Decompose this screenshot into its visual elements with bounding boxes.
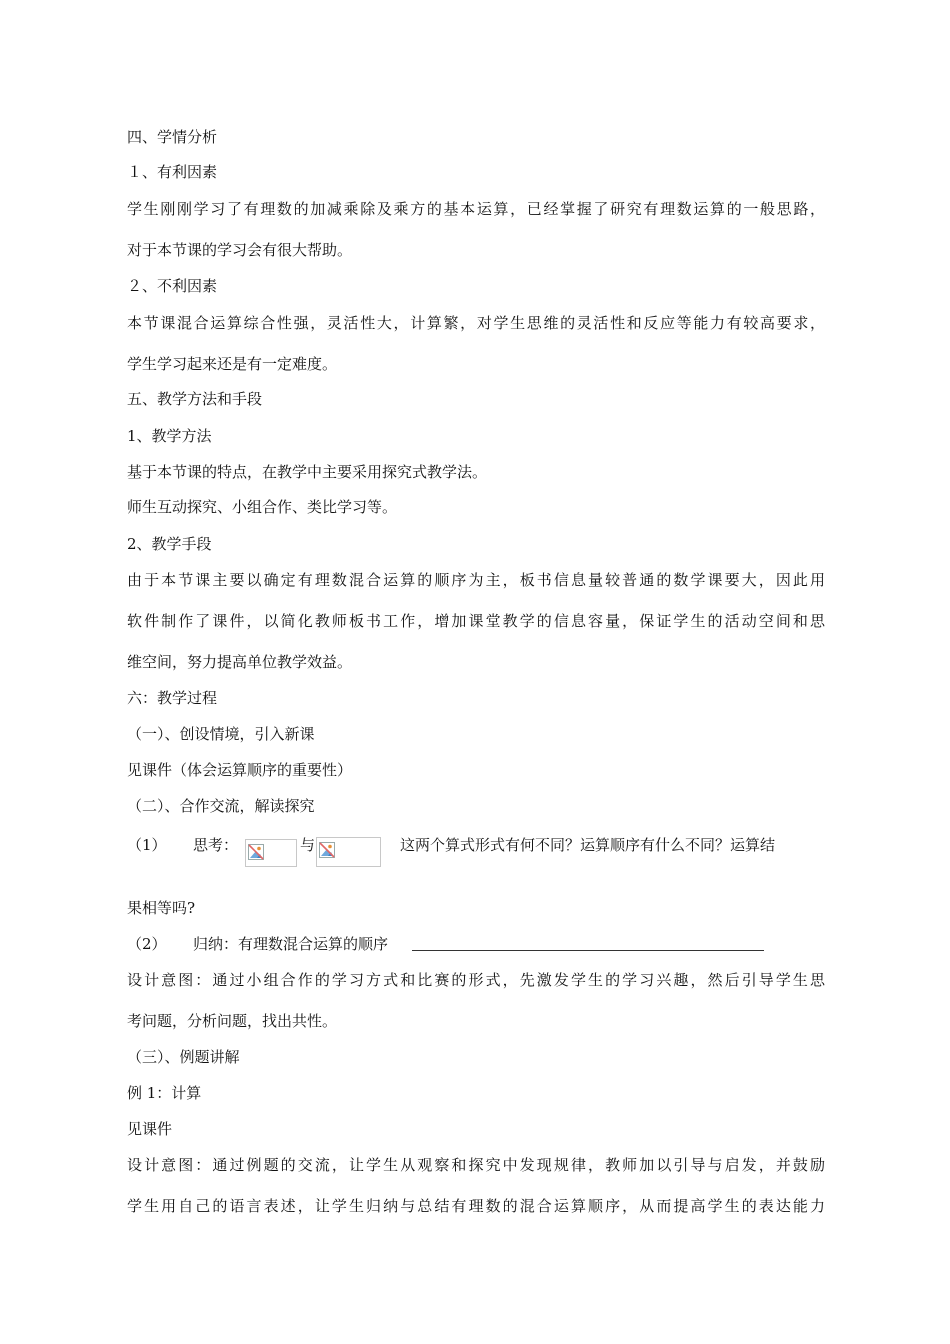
fill-in-blank [412,950,764,951]
subheading-favorable-factors: １、有利因素 [127,163,218,181]
subheading-unfavorable-factors: ２、不利因素 [127,277,218,295]
section-heading-methods: 五、教学方法和手段 [127,390,263,408]
formula-image [245,839,297,867]
summary-prompt: 归纳：有理数混合运算的顺序 [193,935,389,953]
example-heading: 例 1：计算 [127,1084,202,1102]
paragraph-line: 设计意图：通过小组合作的学习方式和比赛的形式，先激发学生的学习兴趣，然后引导学生思 [127,971,825,989]
section-heading-process: 六：教学过程 [127,689,218,707]
paragraph-line: 见课件 [127,1120,173,1138]
paragraph-line: 设计意图：通过例题的交流，让学生从观察和探究中发现规律，教师加以引导与启发，并鼓励 [127,1156,825,1174]
think-label: 思考： [193,836,239,854]
paragraph-line: 由于本节课主要以确定有理数混合运算的顺序为主，板书信息量较普通的数学课要大，因此用 [127,571,825,589]
paragraph-line: 基于本节课的特点，在教学中主要采用探究式教学法。 [127,463,488,481]
subheading-step-one: （一）、创设情境，引入新课 [127,725,315,743]
paragraph-line: 学生用自己的语言表述，让学生归纳与总结有理数的混合运算顺序，从而提高学生的表达能力 [127,1197,825,1215]
section-heading-learning-analysis: 四、学情分析 [127,128,218,146]
broken-image-icon [248,844,264,860]
paragraph-line: 对于本节课的学习会有很大帮助。 [127,241,353,259]
subheading-step-three: （三）、例题讲解 [127,1048,240,1066]
paragraph-line: 考问题，分析问题，找出共性。 [127,1012,338,1030]
formula-image [316,837,381,867]
paragraph-line: 维空间，努力提高单位教学效益。 [127,653,353,671]
paragraph-line: 这两个算式形式有何不同？运算顺序有什么不同？运算结 [400,836,776,854]
paragraph-line: 师生互动探究、小组合作、类比学习等。 [127,498,398,516]
broken-image-icon [319,842,335,858]
paragraph-line: 果相等吗? [127,899,196,917]
paragraph-line: 本节课混合运算综合性强，灵活性大，计算繁，对学生思维的灵活性和反应等能力有较高要求， [127,314,825,332]
paragraph-line: 学生刚刚学习了有理数的加减乘除及乘方的基本运算，已经掌握了研究有理数运算的一般思路， [127,200,825,218]
and-connector: 与 [300,836,316,854]
paragraph-line: 软件制作了课件，以简化教师板书工作，增加课堂教学的信息容量，保证学生的活动空间和思 [127,612,825,630]
subheading-teaching-means: 2、教学手段 [127,535,212,553]
subheading-step-two: （二）、合作交流，解读探究 [127,797,315,815]
item-number: （2） [127,935,167,953]
item-number: （1） [127,836,167,854]
subheading-teaching-methods: 1、教学方法 [127,427,212,445]
paragraph-line: 学生学习起来还是有一定难度。 [127,355,338,373]
paragraph-line: 见课件（体会运算顺序的重要性） [127,761,353,779]
